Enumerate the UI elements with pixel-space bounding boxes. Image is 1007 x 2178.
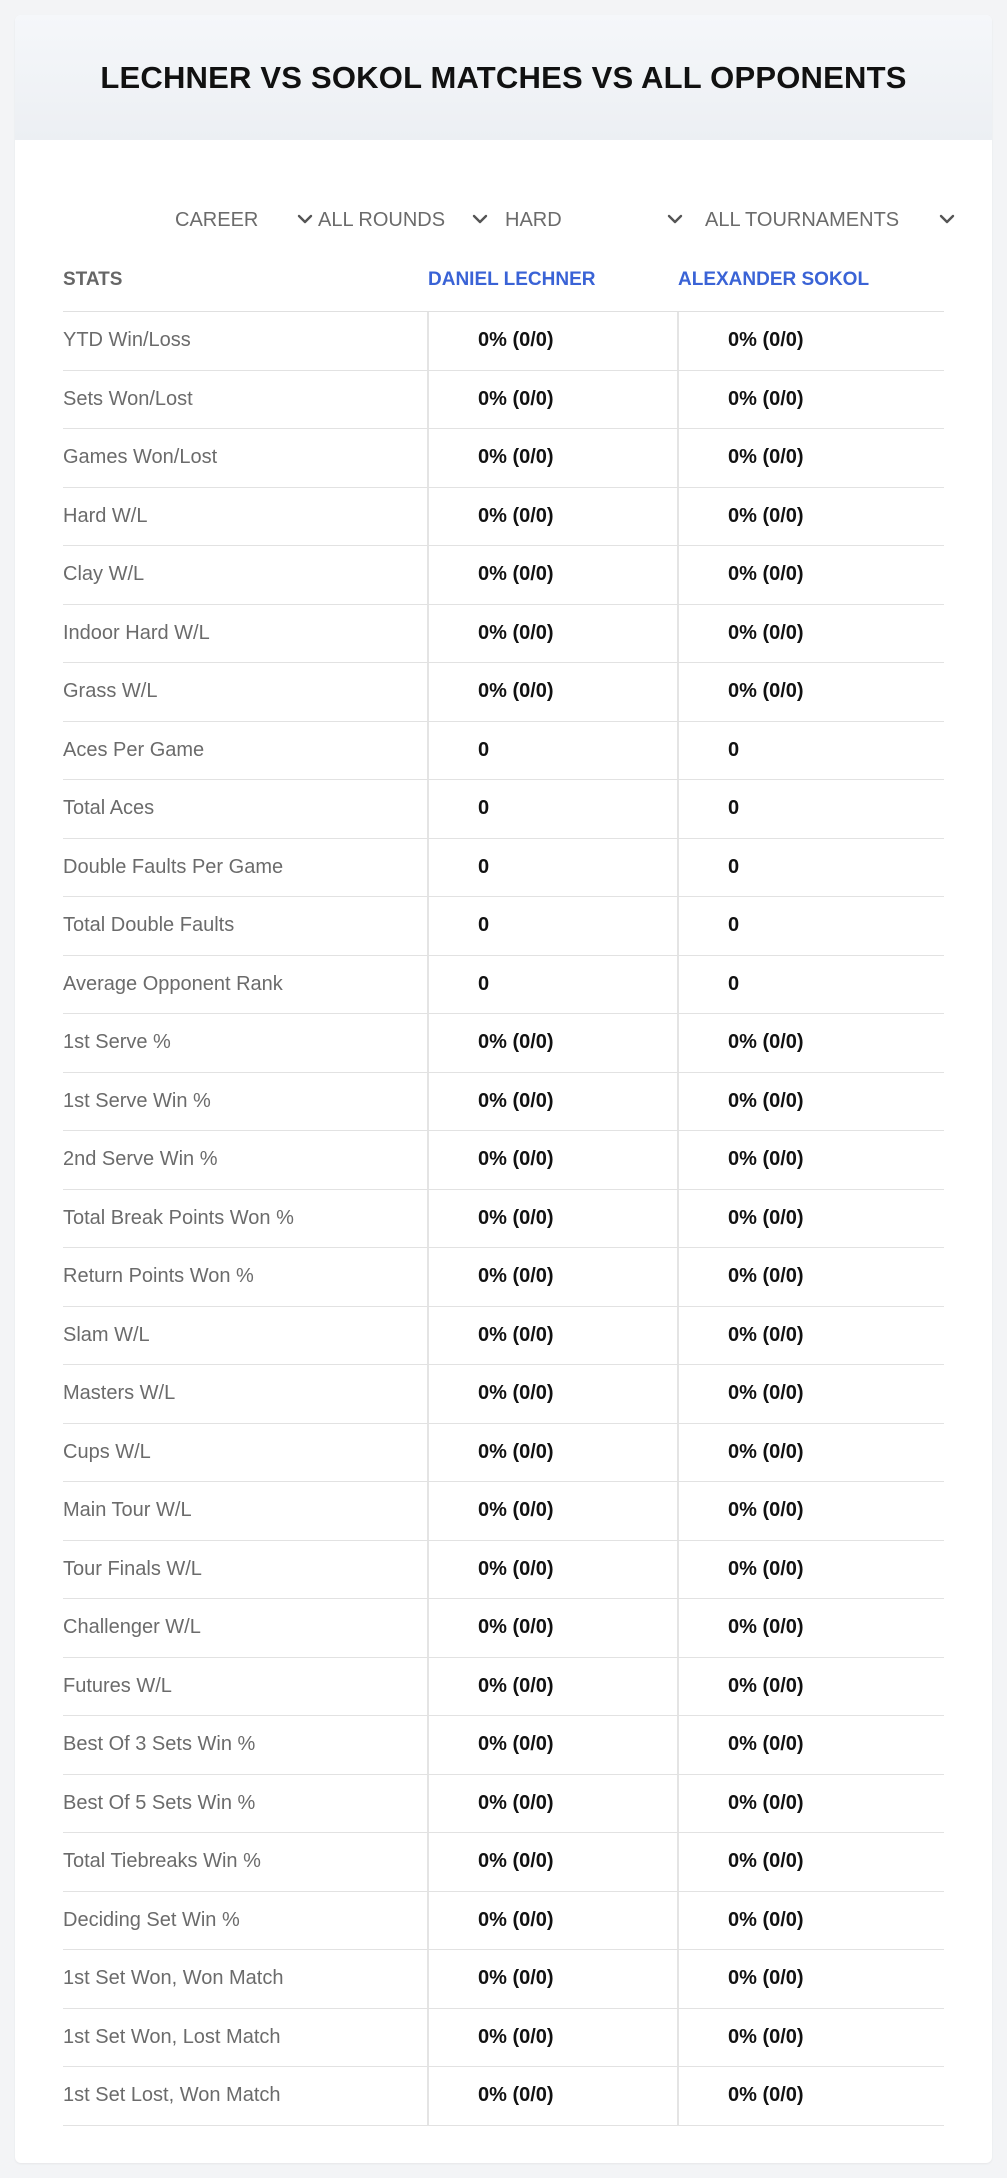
player1-stat-value: 0% (0/0) [478,1967,554,1989]
table-row [63,2067,944,2126]
column-divider [427,1190,429,1248]
column-divider [677,663,679,721]
column-divider [427,1014,429,1072]
stat-label: Sets Won/Lost [63,387,193,410]
card-header [15,15,992,140]
column-divider [427,488,429,546]
column-divider [427,1599,429,1657]
table-row [63,956,944,1015]
stat-label: Double Faults Per Game [63,855,284,878]
player1-stat-value: 0% (0/0) [478,1148,554,1170]
column-divider [677,956,679,1014]
stat-label: Total Double Faults [63,914,235,936]
stat-label: 1st Set Won, Lost Match [63,2025,281,2048]
column-divider [427,897,429,955]
table-row [63,429,944,488]
player1-stat-value: 0% (0/0) [478,1791,554,1814]
column-divider [677,1541,679,1599]
stat-label: Best Of 5 Sets Win % [63,1791,256,1814]
column-divider [427,1365,429,1423]
player1-stat-value: 0 [478,972,490,995]
table-row [63,488,944,547]
player1-stat-value: 0% (0/0) [478,387,554,410]
table-row [63,839,944,898]
column-divider [427,2067,429,2125]
filter-rounds-label: ALL ROUNDS [318,208,446,231]
table-row [63,1716,944,1775]
filter-surface-label: HARD [505,208,562,231]
player2-stat-value: 0% (0/0) [728,1557,804,1580]
column-divider [677,722,679,780]
player1-stat-value: 0% (0/0) [478,1908,554,1931]
player1-stat-value: 0% (0/0) [478,1499,554,1521]
player1-stat-value: 0% (0/0) [478,1733,554,1755]
column-divider [677,1775,679,1833]
player2-stat-value: 0% (0/0) [728,1089,804,1112]
filter-tournaments-label: ALL TOURNAMENTS [705,208,900,231]
player2-stat-value: 0% (0/0) [728,1206,804,1229]
table-row [63,1775,944,1834]
player2-stat-value: 0% (0/0) [728,1791,804,1814]
stat-label: Futures W/L [63,1674,172,1697]
filter-bar [15,193,992,247]
column-divider [677,1307,679,1365]
stats-card [15,15,992,2163]
table-row [63,1073,944,1132]
player2-stat-value: 0% (0/0) [728,1674,804,1697]
player1-stat-value: 0% (0/0) [478,680,554,702]
player1-stat-value: 0 [478,738,490,761]
column-divider [677,1716,679,1774]
stat-label: 1st Serve Win % [63,1089,211,1112]
player2-stat-value: 0% (0/0) [728,1616,804,1638]
player2-stat-value: 0% (0/0) [728,446,804,468]
column-divider [427,1541,429,1599]
column-divider [427,839,429,897]
stat-label: 1st Set Lost, Won Match [63,2084,281,2106]
player1-stat-value: 0% (0/0) [478,504,554,527]
column-divider [677,1131,679,1189]
stat-label: Hard W/L [63,504,148,527]
column-divider [677,1482,679,1540]
column-divider [427,371,429,429]
stat-label: Slam W/L [63,1323,150,1346]
table-row [63,1950,944,2009]
chevron-down-icon [939,211,955,227]
column-divider [427,1716,429,1774]
column-divider [677,1833,679,1891]
player1-stat-value: 0% (0/0) [478,1440,554,1463]
player2-stat-value: 0% (0/0) [728,1499,804,1521]
column-divider [427,1833,429,1891]
stat-label: Challenger W/L [63,1616,201,1638]
column-divider [427,722,429,780]
player2-stat-value: 0% (0/0) [728,1908,804,1931]
column-divider [427,1775,429,1833]
player2-stat-value: 0% (0/0) [728,504,804,527]
column-divider [677,897,679,955]
column-divider [677,605,679,663]
table-row [63,1131,944,1190]
column-divider [427,1131,429,1189]
stat-label: Masters W/L [63,1382,176,1404]
stat-label: Games Won/Lost [63,446,218,468]
player1-stat-value: 0% (0/0) [478,1089,554,1112]
table-row [63,1541,944,1600]
player1-stat-value: 0 [478,855,490,878]
column-divider [427,663,429,721]
column-divider [427,605,429,663]
table-row [63,546,944,605]
player1-stat-value: 0 [478,797,490,819]
stat-label: Aces Per Game [63,738,205,761]
stats-table-body [63,312,944,2126]
column-divider [427,956,429,1014]
player1-stat-value: 0% (0/0) [478,1557,554,1580]
player2-stat-value: 0% (0/0) [728,329,804,351]
player1-stat-value: 0% (0/0) [478,1616,554,1638]
column-divider [677,546,679,604]
column-divider [677,1892,679,1950]
player2-stat-value: 0% (0/0) [728,387,804,410]
player1-stat-value: 0% (0/0) [478,1206,554,1229]
table-row [63,1424,944,1483]
column-divider [677,1073,679,1131]
column-divider [677,2009,679,2067]
player2-stat-value: 0 [728,797,740,819]
column-divider [427,546,429,604]
player1-stat-value: 0% (0/0) [478,1674,554,1697]
player2-stat-value: 0% (0/0) [728,563,804,585]
table-row [63,2009,944,2068]
table-row [63,1248,944,1307]
player2-stat-value: 0% (0/0) [728,1733,804,1755]
table-row [63,1658,944,1717]
player2-stat-value: 0% (0/0) [728,2084,804,2106]
player2-stat-value: 0% (0/0) [728,1148,804,1170]
stats-column-header: STATS [63,269,123,290]
player2-column-header[interactable]: ALEXANDER SOKOL [678,269,870,290]
player1-stat-value: 0 [478,914,490,936]
table-row [63,312,944,371]
player1-stat-value: 0% (0/0) [478,2084,554,2106]
table-row [63,1014,944,1073]
column-divider [677,839,679,897]
column-divider [427,1482,429,1540]
player2-stat-value: 0% (0/0) [728,621,804,644]
player1-stat-value: 0% (0/0) [478,1031,554,1053]
column-divider [427,1073,429,1131]
column-divider [677,1190,679,1248]
column-divider [677,1599,679,1657]
column-divider [427,1892,429,1950]
player1-stat-value: 0% (0/0) [478,2025,554,2048]
stat-label: Total Break Points Won % [63,1206,294,1229]
stat-label: Return Points Won % [63,1265,254,1287]
stat-label: Tour Finals W/L [63,1557,202,1580]
column-divider [427,1950,429,2008]
player1-stat-value: 0% (0/0) [478,1850,554,1872]
stat-label: Average Opponent Rank [63,972,283,995]
filter-period-label: CAREER [175,208,259,231]
player1-stat-value: 0% (0/0) [478,446,554,468]
player2-stat-value: 0% (0/0) [728,1382,804,1404]
column-divider [427,780,429,838]
column-divider [677,780,679,838]
player2-stat-value: 0% (0/0) [728,680,804,702]
player1-stat-value: 0% (0/0) [478,1265,554,1287]
player2-stat-value: 0 [728,972,740,995]
player2-stat-value: 0 [728,738,740,761]
player2-stat-value: 0 [728,914,740,936]
table-row [63,663,944,722]
player1-stat-value: 0% (0/0) [478,329,554,351]
table-row [63,1482,944,1541]
table-row [63,605,944,664]
column-divider [677,2067,679,2125]
column-divider [427,429,429,487]
filter-tournaments-select[interactable] [705,193,955,247]
table-header [63,251,944,312]
player1-column-header[interactable]: DANIEL LECHNER [428,269,596,290]
stat-label: 2nd Serve Win % [63,1148,218,1170]
player1-stat-value: 0% (0/0) [478,563,554,585]
column-divider [677,429,679,487]
player2-stat-value: 0% (0/0) [728,1323,804,1346]
stat-label: Clay W/L [63,563,145,585]
player2-stat-value: 0% (0/0) [728,1967,804,1989]
column-divider [677,1950,679,2008]
player2-stat-value: 0% (0/0) [728,1031,804,1053]
chevron-down-icon [667,211,683,227]
stat-label: 1st Set Won, Won Match [63,1967,284,1989]
player1-stat-value: 0% (0/0) [478,621,554,644]
stat-label: YTD Win/Loss [63,329,191,351]
filter-period-select[interactable] [175,193,313,247]
column-divider [677,312,679,370]
column-divider [427,1307,429,1365]
column-divider [427,1658,429,1716]
page-title: LECHNER VS SOKOL MATCHES VS ALL OPPONENTS [100,59,907,95]
table-row [63,1190,944,1249]
stat-label: Main Tour W/L [63,1499,192,1521]
player1-stat-value: 0% (0/0) [478,1323,554,1346]
chevron-down-icon [472,211,488,227]
table-row [63,1892,944,1951]
column-divider [677,488,679,546]
filter-surface-select[interactable] [505,193,683,247]
player2-stat-value: 0% (0/0) [728,1265,804,1287]
stat-label: Best Of 3 Sets Win % [63,1733,256,1755]
column-divider [677,1014,679,1072]
player2-stat-value: 0 [728,855,740,878]
column-divider [677,1658,679,1716]
stat-label: Cups W/L [63,1440,151,1463]
column-divider [677,1365,679,1423]
table-row [63,1365,944,1424]
table-row [63,1307,944,1366]
stat-label: Grass W/L [63,680,158,702]
column-divider [427,1424,429,1482]
player2-stat-value: 0% (0/0) [728,1850,804,1872]
player2-stat-value: 0% (0/0) [728,2025,804,2048]
column-divider [427,312,429,370]
table-row [63,780,944,839]
player2-stat-value: 0% (0/0) [728,1440,804,1463]
column-divider [677,1248,679,1306]
column-divider [427,2009,429,2067]
stat-label: Deciding Set Win % [63,1908,240,1931]
table-row [63,371,944,430]
table-row [63,722,944,781]
table-row [63,1833,944,1892]
table-row [63,897,944,956]
stat-label: Total Aces [63,797,155,819]
column-divider [677,371,679,429]
table-row [63,1599,944,1658]
filter-rounds-select[interactable] [318,193,488,247]
column-divider [677,1424,679,1482]
player1-stat-value: 0% (0/0) [478,1382,554,1404]
chevron-down-icon [297,211,313,227]
stat-label: 1st Serve % [63,1031,171,1053]
column-divider [427,1248,429,1306]
stat-label: Indoor Hard W/L [63,621,210,644]
stat-label: Total Tiebreaks Win % [63,1850,261,1872]
